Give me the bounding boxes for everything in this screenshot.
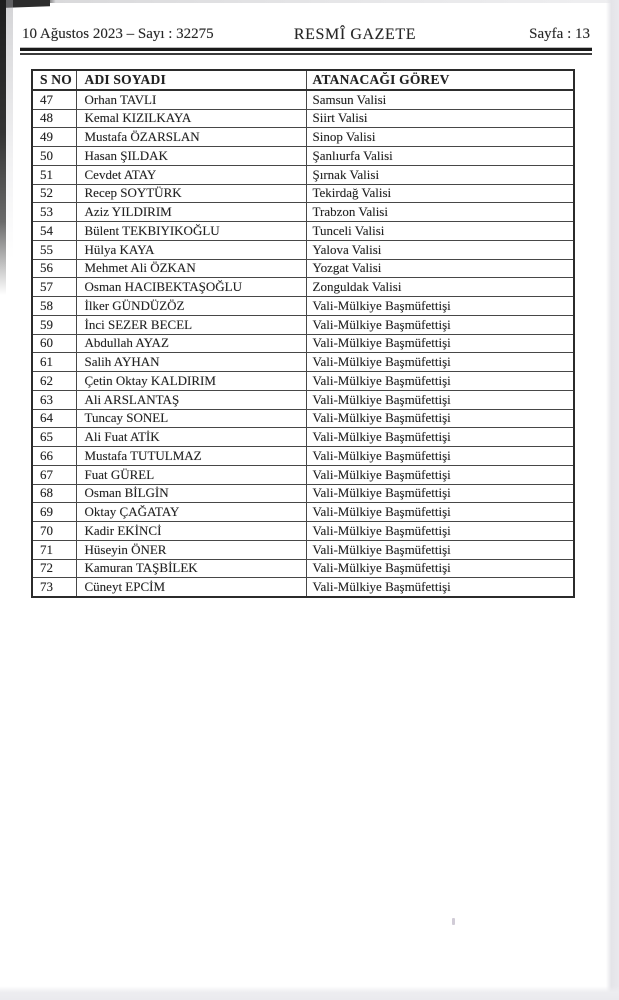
row-number-cell: 48: [32, 109, 76, 128]
table-row: [32, 503, 574, 522]
row-number-cell: 54: [32, 222, 76, 241]
row-number-cell: 68: [32, 484, 76, 503]
position-cell: Şanlıurfa Valisi: [306, 147, 574, 166]
position-cell: Vali-Mülkiye Başmüfettişi: [306, 559, 574, 578]
table-row: [32, 540, 574, 559]
row-number-cell: 73: [32, 578, 76, 597]
gazette-title: RESMÎ GAZETE: [293, 26, 417, 43]
position-cell: Vali-Mülkiye Başmüfettişi: [306, 372, 574, 391]
table-row: [32, 165, 574, 184]
table-row: [32, 184, 574, 203]
name-cell: Çetin Oktay KALDIRIM: [76, 372, 306, 391]
name-cell: İnci SEZER BECEL: [76, 315, 306, 334]
name-cell: Kamuran TAŞBİLEK: [76, 559, 306, 578]
position-cell: Vali-Mülkiye Başmüfettişi: [306, 503, 574, 522]
table-row: [32, 315, 574, 334]
position-cell: Vali-Mülkiye Başmüfettişi: [306, 465, 574, 484]
position-cell: Vali-Mülkiye Başmüfettişi: [306, 334, 574, 353]
position-cell: Sinop Valisi: [306, 128, 574, 147]
position-cell: Vali-Mülkiye Başmüfettişi: [306, 540, 574, 559]
position-cell: Zonguldak Valisi: [306, 278, 574, 297]
table-row: [32, 353, 574, 372]
table-row: [32, 372, 574, 391]
name-cell: Oktay ÇAĞATAY: [76, 503, 306, 522]
name-cell: Abdullah AYAZ: [76, 334, 306, 353]
position-cell: Samsun Valisi: [306, 90, 574, 109]
name-cell: Ali ARSLANTAŞ: [76, 390, 306, 409]
page-number: Sayfa : 13: [529, 26, 590, 42]
table-row: [32, 559, 574, 578]
scan-edge-right: [606, 0, 619, 1000]
name-cell: Ali Fuat ATİK: [76, 428, 306, 447]
table-row: [32, 203, 574, 222]
name-cell: Tuncay SONEL: [76, 409, 306, 428]
row-number-cell: 62: [32, 372, 76, 391]
name-cell: Mustafa ÖZARSLAN: [76, 128, 306, 147]
row-number-cell: 60: [32, 334, 76, 353]
table-header-row: [32, 70, 574, 90]
table-row: [32, 128, 574, 147]
name-cell: Aziz YILDIRIM: [76, 203, 306, 222]
table-row: [32, 109, 574, 128]
row-number-cell: 50: [32, 147, 76, 166]
position-cell: Vali-Mülkiye Başmüfettişi: [306, 578, 574, 597]
name-cell: Hülya KAYA: [76, 240, 306, 259]
name-cell: Hasan ŞILDAK: [76, 147, 306, 166]
name-cell: Mehmet Ali ÖZKAN: [76, 259, 306, 278]
name-cell: Orhan TAVLI: [76, 90, 306, 109]
header-double-rule: [20, 48, 592, 55]
row-number-cell: 69: [32, 503, 76, 522]
row-number-cell: 52: [32, 184, 76, 203]
appointments-table: [31, 69, 575, 598]
table-row: [32, 334, 574, 353]
name-cell: Cüneyt EPCİM: [76, 578, 306, 597]
row-number-cell: 53: [32, 203, 76, 222]
position-cell: Tekirdağ Valisi: [306, 184, 574, 203]
row-number-cell: 58: [32, 297, 76, 316]
name-cell: Hüseyin ÖNER: [76, 540, 306, 559]
table-row: [32, 240, 574, 259]
position-cell: Yozgat Valisi: [306, 259, 574, 278]
gazette-date-issue: 10 Ağustos 2023 – Sayı : 32275: [22, 26, 214, 42]
position-cell: Vali-Mülkiye Başmüfettişi: [306, 390, 574, 409]
table-row: [32, 522, 574, 541]
row-number-cell: 65: [32, 428, 76, 447]
name-cell: Salih AYHAN: [76, 353, 306, 372]
scan-edge-bottom: [0, 986, 619, 1000]
table-row: [32, 222, 574, 241]
table-row: [32, 390, 574, 409]
name-cell: Kemal KIZILKAYA: [76, 109, 306, 128]
scan-speck: [452, 918, 455, 925]
table-row: [32, 578, 574, 597]
row-number-cell: 59: [32, 315, 76, 334]
table-row: [32, 90, 574, 109]
table-row: [32, 259, 574, 278]
row-number-cell: 64: [32, 409, 76, 428]
table-row: [32, 428, 574, 447]
row-number-cell: 63: [32, 390, 76, 409]
row-number-cell: 51: [32, 165, 76, 184]
name-cell: Kadir EKİNCİ: [76, 522, 306, 541]
name-cell: Cevdet ATAY: [76, 165, 306, 184]
row-number-cell: 56: [32, 259, 76, 278]
row-number-cell: 72: [32, 559, 76, 578]
name-cell: Osman BİLGİN: [76, 484, 306, 503]
position-cell: Siirt Valisi: [306, 109, 574, 128]
row-number-cell: 66: [32, 447, 76, 466]
column-header-name: ADI SOYADI: [76, 70, 306, 90]
position-cell: Vali-Mülkiye Başmüfettişi: [306, 353, 574, 372]
table-row: [32, 409, 574, 428]
rule-thin: [20, 53, 592, 55]
table-row: [32, 278, 574, 297]
name-cell: Fuat GÜREL: [76, 465, 306, 484]
row-number-cell: 55: [32, 240, 76, 259]
column-header-position: ATANACAĞI GÖREV: [306, 70, 574, 90]
position-cell: Vali-Mülkiye Başmüfettişi: [306, 297, 574, 316]
position-cell: Tunceli Valisi: [306, 222, 574, 241]
position-cell: Vali-Mülkiye Başmüfettişi: [306, 522, 574, 541]
row-number-cell: 67: [32, 465, 76, 484]
page-header: [0, 0, 619, 60]
row-number-cell: 61: [32, 353, 76, 372]
name-cell: Recep SOYTÜRK: [76, 184, 306, 203]
position-cell: Vali-Mülkiye Başmüfettişi: [306, 447, 574, 466]
name-cell: Bülent TEKBIYIKOĞLU: [76, 222, 306, 241]
table-row: [32, 147, 574, 166]
table-row: [32, 297, 574, 316]
position-cell: Vali-Mülkiye Başmüfettişi: [306, 315, 574, 334]
position-cell: Trabzon Valisi: [306, 203, 574, 222]
position-cell: Vali-Mülkiye Başmüfettişi: [306, 484, 574, 503]
table-row: [32, 447, 574, 466]
table-row: [32, 484, 574, 503]
position-cell: Vali-Mülkiye Başmüfettişi: [306, 428, 574, 447]
row-number-cell: 57: [32, 278, 76, 297]
name-cell: Osman HACIBEKTAŞOĞLU: [76, 278, 306, 297]
position-cell: Yalova Valisi: [306, 240, 574, 259]
position-cell: Şırnak Valisi: [306, 165, 574, 184]
table-row: [32, 465, 574, 484]
row-number-cell: 47: [32, 90, 76, 109]
row-number-cell: 49: [32, 128, 76, 147]
name-cell: Mustafa TUTULMAZ: [76, 447, 306, 466]
row-number-cell: 71: [32, 540, 76, 559]
name-cell: İlker GÜNDÜZÖZ: [76, 297, 306, 316]
column-header-sno: S NO: [32, 70, 76, 90]
row-number-cell: 70: [32, 522, 76, 541]
appointments-table-head: [32, 70, 574, 90]
position-cell: Vali-Mülkiye Başmüfettişi: [306, 409, 574, 428]
appointments-table-body: [32, 90, 574, 597]
